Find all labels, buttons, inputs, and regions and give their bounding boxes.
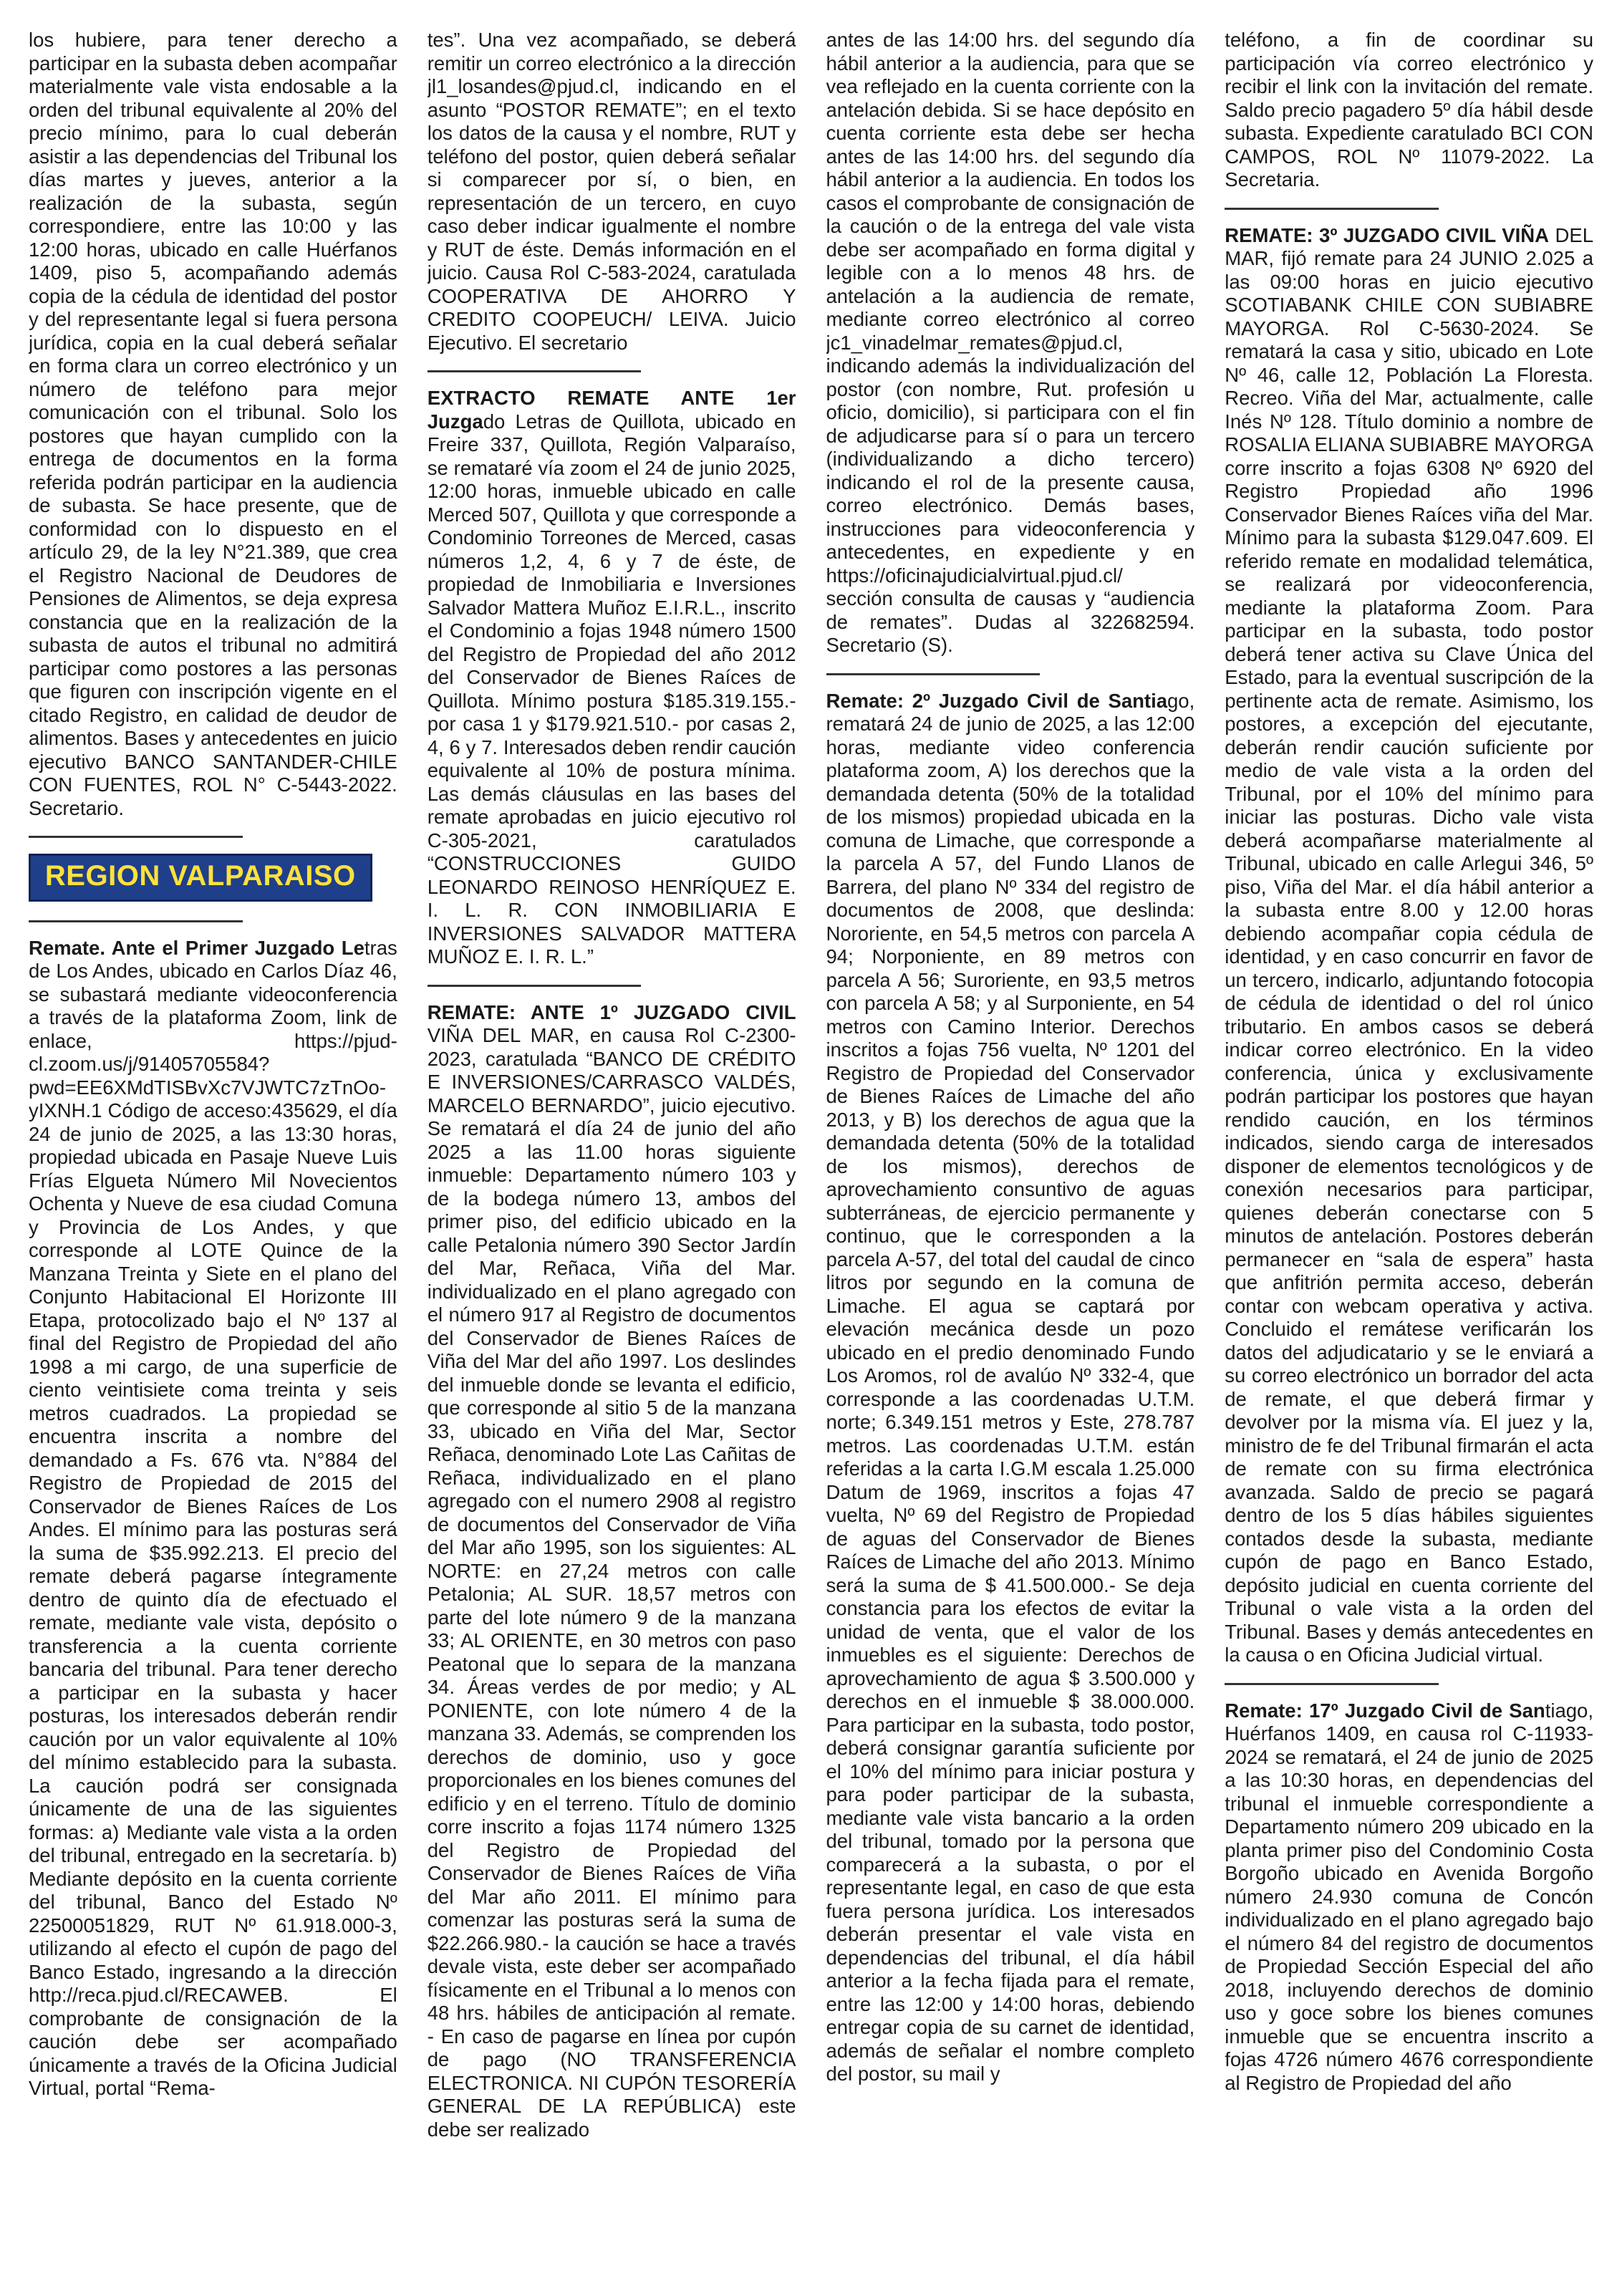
notice-body: tras de Los Andes, ubicado en Carlos Díaz 46, se subastará mediante videoconferencia a través de la plataforma Zoom, link de enlace, https://pjud-cl.zoom.us/j/91405705584?pwd=EE6XMdTISBvXc7VJWTC7zTnOo-yIXNH.1 Código de acceso:435629, el día 24 de junio de 2025, a las 13:30 horas, propiedad ubicada en Pasaje Nueve Luis Frías Elgueta Número Mil Novecientos Ochenta y Nueve de esa ciudad Comuna y Provincia de Los Andes, y que corresponde al LOTE Quince de la Manzana Treinta y Siete en el plano del Conjunto Habitacional El Horizonte III Etapa, protocolizado bajo el Nº 137 al final del Registro de Propiedad del año 1998 a mi cargo, de una superficie de ciento veintisiete coma treinta y seis metros cuadrados. La propiedad se encuentra inscrita a nombre del demandado a Fs. 676 vta. N°884 del Registro de Propiedad de 2015 del Conservador de Bienes Raíces de Los Andes. El mínimo para las posturas será la suma de $35.992.213. El precio del remate deberá pagarse íntegramente dentro de quinto día de efectuado el remate, mediante vale vista, depósito o transferencia a la cuenta corriente bancaria del tribunal. Para tener derecho a participar en la subasta y hacer posturas, los interesados deberán rendir caución por un valor equivalente al 10% del mínimo establecido para la subasta. La caución podrá ser consignada únicamente de una de las siguientes formas: a) Mediante vale vista a la orden del tribunal, entregado en la secretaría. b) Mediante depósito en la cuenta corriente del tribunal, Banco del Estado Nº 22500051829, RUT Nº 61.918.000-3, utilizando al efecto el cupón de pago del Banco Estado, ingresando a la dirección http://reca.pjud.cl/RECAWEB. El comprobante de consignación de la caución debe ser acompañado únicamente a través de la Oficina Judicial Virtual, portal “Rema- bbox=[29, 936, 397, 2099]
notice-heading: Remate: 17º Juzgado Civil de San bbox=[1225, 1699, 1545, 1722]
newspaper-page bbox=[29, 29, 1593, 2277]
notice bbox=[29, 937, 397, 2100]
notice-body: VIÑA DEL MAR, en causa Rol C-2300-2023, caratulada “BANCO DE CRÉDITO E INVERSIONES/CARRASCO VALDÉS, MARCELO BERNARDO”, juicio ejecutivo. Se rematará el día 24 de junio del año 2025 a las 11.00 horas siguiente inmueble: Departamento número 103 y de la bodega número 13, ambos del primer piso, del edificio ubicado en la calle Petalonia número 390 Sector Jardín del Mar, Reñaca, Viña del Mar. individualizado en el plano agregado con el número 917 al Registro de documentos del Conservador de Bienes Raíces de Viña del Mar del año 1997. Los deslindes del inmueble donde se levanta el edificio, que corresponde al sitio 5 de la manzana 33, ubicado en Viña del Mar, Sector Reñaca, denominado Lote Las Cañitas de Reñaca, individualizado en el plano agregado con el numero 2908 al registro de documentos del Conservador de Viña del Mar año 1995, son los siguientes: AL NORTE: en 27,24 metros con calle Petalonia; AL SUR. 18,57 metros con parte del lote número 9 de la manzana 33; AL ORIENTE, en 30 metros con paso Peatonal que lo separa de la manzana 34. Áreas verdes de por medio; y AL PONIENTE, con lote número 4 de la manzana 33. Además, se comprenden los derechos de dominio, uso y goce proporcionales en los bienes comunes del edificio y en el terreno. Título de dominio corre inscrito a fojas 1174 número 1325 del Registro de Propiedad del Conservador de Bienes Raíces de Viña del Mar año 2011. El mínimo para comenzar las posturas será la suma de $22.266.980.- la caución se hace a través devale vista, este deber ser acompañado físicamente en el Tribunal a lo menos con 48 hrs. hábiles de anticipación al remate. - En caso de pagarse en línea por cupón de pago (NO TRANSFERENCIA ELECTRONICA. NI CUPÓN TESORERÍA GENERAL DE LA REPÚBLICA) este debe ser realizado bbox=[427, 1024, 796, 2141]
notice-heading: Remate. Ante el Primer Juzgado Le bbox=[29, 936, 365, 959]
notice-body: los hubiere, para tener derecho a participar en la subasta deben acompañar materialmente vale vista endosable a la orden del tribunal equivalente al 20% del precio mínimo, para lo cual deberán asistir a las dependencias del Tribunal los días martes y jueves, anterior a la realización de la subasta, según correspondiere, entre las 10:00 y las 12:00 horas, ubicado en calle Huérfanos 1409, piso 5, acompañando además copia de la cédula de identidad del postor y del representante legal si fuera persona jurídica, copia en la cual deberá señalar en forma clara un correo electrónico y un número de teléfono para mejor comunicación con el tribunal. Solo los postores que hayan cumplido con la entrega de documentos en la forma referida podrán participar en la audiencia de subasta. Se hace presente, que de conformidad con lo dispuesto en el artículo 29, de la ley N°21.389, que crea el Registro Nacional de Deudores de Pensiones de Alimentos, se deja expresa constancia que en la realización de la subasta de autos el tribunal no admitirá participar como postores a las personas que figuren con inscripción vigente en el citado Registro, en calidad de deudor de alimentos. Bases y antecedentes en juicio ejecutivo BANCO SANTANDER-CHILE CON FUENTES, ROL N° C-5443-2022. Secretario. bbox=[29, 29, 397, 819]
notice-body: DEL MAR, fijó remate para 24 JUNIO 2.025 a las 09:00 horas en juicio ejecutivo SCOTIABANK CHILE CON SUBIABRE MAYORGA. Rol C-5630-2024. Se rematará la casa y sitio, ubicado en Lote Nº 46, calle 12, Población La Floresta. Recreo. Viña del Mar, actualmente, calle Inés Nº 128. Título dominio a nombre de ROSALIA ELIANA SUBIABRE MAYORGA corre inscrito a fojas 6308 Nº 6920 del Registro Propiedad año 1996 Conservador Bienes Raíces viña del Mar. Mínimo para la subasta $129.047.609. El referido remate en modalidad telemática, se realizará por videoconferencia, mediante la plataforma Zoom. Para participar en la subasta, todo postor deberá tener activa su Clave Única del Estado, para la eventual suscripción de la pertinente acta de remate. Asimismo, los postores, a excepción del ejecutante, deberán rendir caución suficiente por medio de vale vista a la orden del Tribunal, por el 10% del mínimo para iniciar las posturas. Dicho vale vista deberá acompañarse materialmente al Tribunal, ubicado en calle Arlegui 346, 5º piso, Viña del Mar. el día hábil anterior a la subasta entre 8.00 y 12.00 horas debiendo acompañar copia cédula de identidad, y en caso concurrir en favor de un tercero, indicarlo, adjuntando fotocopia de cédula de identidad o del rol único tributario. En ambos casos se deberá indicar correo electrónico. En la video conferencia, única y exclusivamente podrán participar los postores que hayan rendido caución, en los términos indicados, siendo carga de interesados disponer de elementos tecnológicos y de conexión necesarios para participar, quienes deberán conectarse con 5 minutos de antelación. Postores deberán permanecer en “sala de espera” hasta que anfitrión permita acceso, deberán contar con webcam operativa y activa. Concluido el remátese verificarán los datos del adjudicatario y se le enviará a su correo electrónico un borrador del acta de remate, el que deberá firmar y devolver por la misma vía. El juez y la, ministro de fe del Tribunal firmarán el acta de remate con su firma electrónica avanzada. Saldo de precio se pagará dentro de los 5 días hábiles siguientes contados desde la subasta, mediante cupón de pago en Banco Estado, depósito judicial en cuenta corriente del Tribunal o vale vista a la orden del Tribunal. Bases y demás antecedentes en la causa o en Oficina Judicial virtual. bbox=[1225, 223, 1593, 1666]
notice-separator bbox=[1225, 208, 1439, 210]
notice-heading: Remate: 2º Juzgado Civil de Santia bbox=[826, 689, 1168, 712]
region-banner bbox=[29, 854, 372, 902]
notice-separator bbox=[428, 370, 642, 372]
notice-body: antes de las 14:00 hrs. del segundo día hábil anterior a la audiencia, para que se vea reflejado en la cuenta corriente con la antelación debida. Si se hace depósito en cuenta corriente esta debe ser hecha antes de las 14:00 hrs. del segundo día hábil anterior a la audiencia. En todos los casos el comprobante de consignación de la caución o de la entrega del vale vista debe ser acompañado en forma digital y legible con a lo menos 48 hrs. de antelación a la audiencia de remate, mediante correo electrónico al correo jc1_vinadelmar_remates@pjud.cl, indicando además la individualización del postor (con nombre, Rut. profesión u oficio, domicilio), si participara con el fin de adjudicarse para sí o para un tercero (individualizando a dicho tercero) indicando el rol de la presente causa, correo electrónico. Demás bases, instrucciones para videoconferencia y antecedentes, en expediente y en https://oficinajudicialvirtual.pjud.cl/ sección consulta de causas y “audiencia de remates”. Dudas al 322682594. Secretario (S). bbox=[826, 29, 1195, 656]
notice bbox=[428, 387, 796, 969]
notice-body: teléfono, a fin de coordinar su participación vía correo electrónico y recibir el link con la invitación del remate. Saldo precio pagadero 5º día hábil desde subasta. Expediente caratulado BCI CON CAMPOS, ROL Nº 11079-2022. La Secretaria. bbox=[1225, 29, 1593, 190]
notice-heading: REMATE: 3º JUZGADO CIVIL VIÑA bbox=[1225, 223, 1549, 246]
column-2 bbox=[428, 29, 796, 2277]
notice-body: tiago, Huérfanos 1409, en causa rol C-11933-2024 se rematará, el 24 de junio de 2025 a las 10:30 horas, en dependencias del tribunal el inmueble correspondiente a Departamento número 209 ubicado en la planta primer piso del Condominio Costa Borgoño ubicado en Avenida Borgoño número 24.930 comuna de Concón individualizado en el plano agregado bajo el número 84 del registro de documentos de Propiedad Sección Especial del año 2018, incluyendo derechos de dominio uso y goce sobre los bienes comunes inmueble que se encuentra inscrito a fojas 4726 número 4676 correspondiente al Registro de Propiedad del año bbox=[1225, 1699, 1593, 2094]
notice-heading: REMATE: ANTE 1º JUZGADO CIVIL bbox=[427, 1000, 796, 1023]
notice-separator bbox=[428, 985, 642, 987]
notice-body: tes”. Una vez acompañado, se deberá remitir un correo electrónico a la dirección jl1_losandes@pjud.cl, indicando en el asunto “POSTOR REMATE”; en el texto los datos de la causa y el nombre, RUT y teléfono del postor, quien deberá señalar si comparecer por sí, o bien, en representación de un tercero, en cuyo caso deber indicar igualmente el nombre y RUT de éste. Demás información en el juicio. Causa Rol C-583-2024, caratulada COOPERATIVA DE AHORRO Y CREDITO COOPEUCH/ LEIVA. Juicio Ejecutivo. El secretario bbox=[427, 29, 796, 354]
notice-body: do Letras de Quillota, ubicado en Freire 337, Quillota, Región Valparaíso, se remataré vía zoom el 24 de junio 2025, 12:00 horas, inmueble ubicado en calle Merced 507, Quillota y que corresponde a Condominio Torreones de Merced, casas números 1,2, 4, 6 y 7 de éste, de propiedad de Inmobiliaria e Inversiones Salvador Mattera Muñoz E.I.R.L., inscrito el Condominio a fojas 1948 número 1500 del Registro de Propiedad del año 2012 del Conservador de Bienes Raíces de Quillota. Mínimo postura $185.319.155.- por casa 1 y $179.921.510.- por casas 2, 4, 6 y 7. Interesados deben rendir caución equivalente al 10% de postura mínima. Las demás cláusulas en las bases del remate aprobadas en juicio ejecutivo rol C-305-2021, caratulados “CONSTRUCCIONES GUIDO LEONARDO REINOSO HENRÍQUEZ E. I. L. R. CON INMOBILIARIA E INVERSIONES SALVADOR MATTERA MUÑOZ E. I. R. L.” bbox=[427, 410, 796, 968]
notice-separator bbox=[29, 920, 243, 922]
column-3 bbox=[826, 29, 1195, 2277]
notice bbox=[428, 1001, 796, 2142]
column-4 bbox=[1225, 29, 1593, 2277]
notice-separator bbox=[1225, 1683, 1439, 1685]
region-title: REGION VALPARAISO bbox=[44, 860, 356, 892]
notice bbox=[1225, 224, 1593, 1667]
notice bbox=[826, 690, 1195, 2086]
notice-separator bbox=[826, 673, 1041, 675]
notice bbox=[1225, 1699, 1593, 2095]
column-1 bbox=[29, 29, 397, 2277]
notice-heading: EXTRACTO REMATE ANTE 1er Juzga bbox=[427, 387, 796, 433]
notice-body: go, rematará 24 de junio de 2025, a las 12:00 horas, mediante video conferencia plataforma zoom, A) los derechos que la demandada detenta (50% de la totalidad de los mismos) propiedad ubicada en la comuna de Limache, que corresponde a la parcela A 57, del Fundo Llanos de Barrera, del plano Nº 334 del registro de documentos de 2008, que deslinda: Nororiente, en 54,5 metros con parcela A 94; Norponiente, en 89 metros con parcela A 56; Suroriente, en 93,5 metros con parcela A 58; y al Surponiente, en 54 metros con Camino Interior. Derechos inscritos a fojas 756 vuelta, Nº 1201 del Registro de Propiedad del Conservador de Bienes Raíces de Limache del año 2013, y B) los derechos de agua que la demandada detenta (50% de la totalidad de los mismos), derechos de aprovechamiento consuntivo de aguas subterráneas, de ejercicio permanente y continuo, que le corresponden a la parcela A-57, del total del caudal de cinco litros por segundo en la comuna de Limache. El agua se captará por elevación mecánica desde un pozo ubicado en el predio denominado Fundo Los Aromos, rol de avalúo Nº 332-4, que corresponde a las coordenadas U.T.M. norte; 6.349.151 metros y Este, 278.787 metros. Las coordenadas U.T.M. están referidas a la carta I.G.M escala 1.25.000 Datum de 1969, inscritos a fojas 47 vuelta, Nº 69 del Registro de Propiedad de aguas del Conservador de Bienes Raíces de Limache del año 2013. Mínimo será la suma de $ 41.500.000.- Se deja constancia para los efectos de evitar la unidad de venta, que el valor de los inmuebles es el siguiente: Derechos de aprovechamiento de agua $ 3.500.000 y derechos en el inmueble $ 38.000.000. Para participar en la subasta, todo postor, deberá consignar garantía suficiente por el 10% del mínimo para iniciar postura y para poder participar de la subasta, mediante vale vista bancario a la orden del tribunal, tomado por la persona que comparecerá a la subasta, o por el representante legal, en caso de que esta fuera persona jurídica. Los interesados deberán presentar el vale vista en dependencias del tribunal, el día hábil anterior a la fecha fijada para el remate, entre las 12:00 y 14:00 horas, debiendo entregar copia de su carnet de identidad, además de señalar el nombre completo del postor, su mail y bbox=[826, 689, 1195, 2085]
notice-separator bbox=[29, 836, 243, 838]
